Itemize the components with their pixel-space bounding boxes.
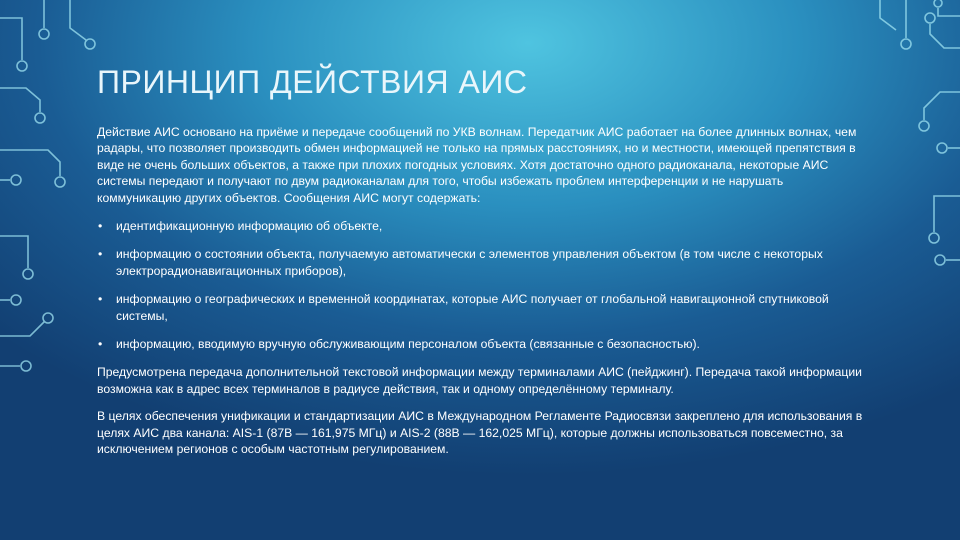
list-item [97,218,867,234]
bullet-text: информацию, вводимую вручную обслуживающим персоналом объекта (связанные с безопасностью). [116,337,700,352]
bullet-text: информацию о состоянии объекта, получаемую автоматически с элементов управления объектом (в том числе с некоторых электрорадионавигационных приборов), [116,247,823,278]
list-item [97,246,867,279]
bullet-marker: • [98,292,103,307]
channels-paragraph: В целях обеспечения унификации и стандартизации АИС в Международном Регламенте Радиосвязи закреплено для использования в целях АИС два канала: AIS-1 (87В — 161,975 МГц) и AIS-2 (88В — 162,025 МГц), которые должны использоваться повсеместно, за исключением регионов с особым частотным регулированием. [97,409,863,457]
slide-title: ПРИНЦИП ДЕЙСТВИЯ АИС [97,64,528,100]
list-item [97,291,867,324]
intro-paragraph: Действие АИС основано на приёме и передаче сообщений по УКВ волнам. Передатчик АИС работает на более длинных волнах, чем радары, что позволяет производить обмен информацией не только на прямых расстояниях, но и местности, имеющей препятствия в виде не очень больших объектов, а также при плохих погодных условиях. Хотя достаточно одного радиоканала, некоторые АИС системы передают и получают по двум радиоканалам для того, чтобы избежать проблем интерференции и не нарушать коммуникацию других объектов. Сообщения АИС могут содержать: [97,125,857,205]
bullet-list [97,218,867,352]
slide-body [97,124,867,458]
paging-paragraph: Предусмотрена передача дополнительной текстовой информации между терминалами АИС (пейджинг). Передача такой информации возможна как в адрес всех терминалов в радиусе действия, так и одному определённому терминалу. [97,365,862,396]
list-item [97,336,867,352]
bullet-text: информацию о географических и временной координатах, которые АИС получает от глобальной навигационной спутниковой системы, [116,292,829,323]
bullet-marker: • [98,219,103,234]
bullet-marker: • [98,337,103,352]
bullet-text: идентификационную информацию об объекте, [116,219,383,234]
bullet-marker: • [98,247,103,262]
